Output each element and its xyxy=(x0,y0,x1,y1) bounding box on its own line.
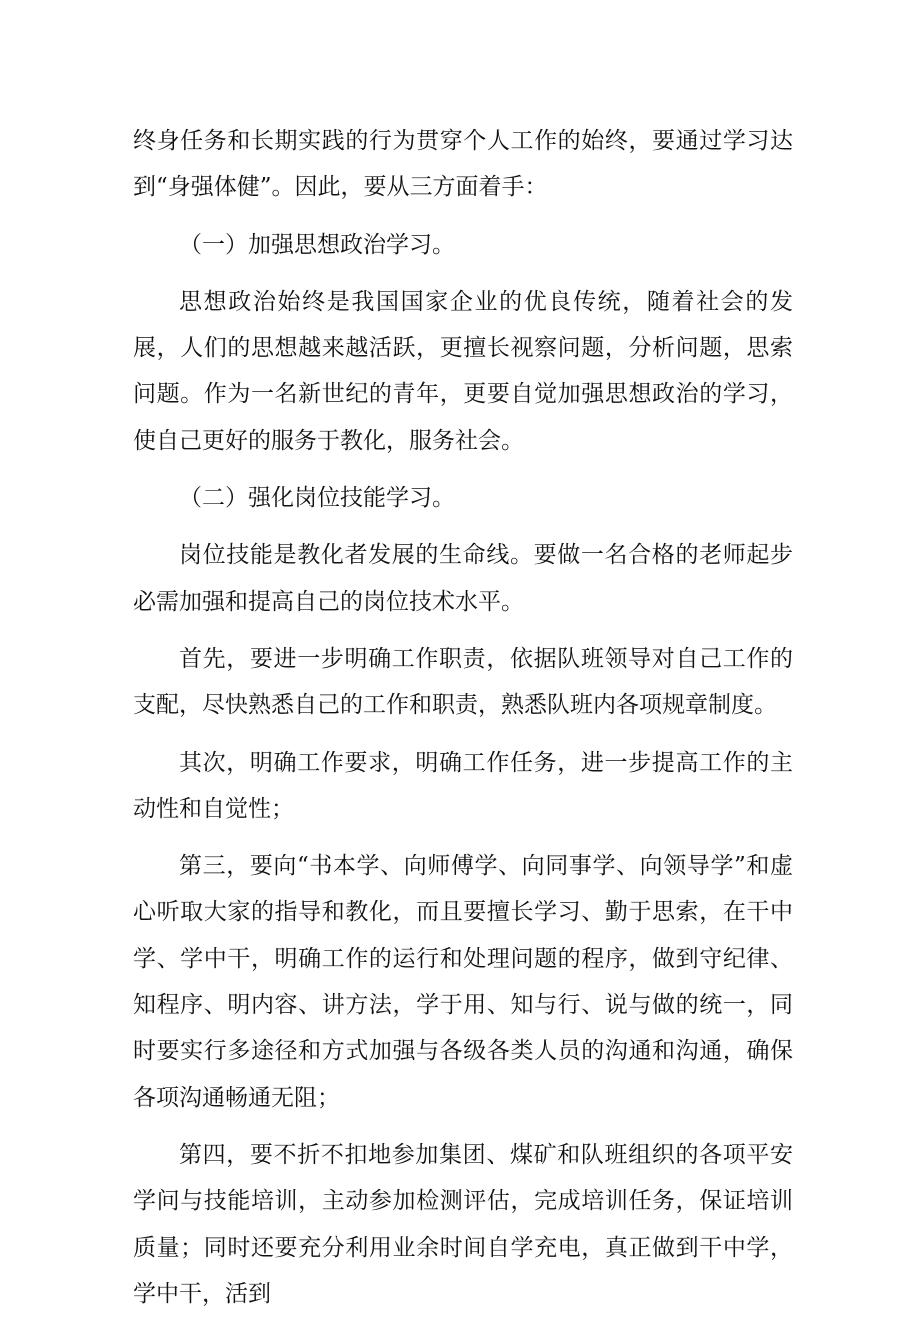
paragraph-intro: 终身任务和长期实践的行为贯穿个人工作的始终，要通过学习达到“身强体健”。因此，要从三方面着手： xyxy=(133,128,793,201)
paragraph-political-study: 思想政治始终是我国国家企业的优良传统，随着社会的发展，人们的思想越来越活跃，更擅长视察问题，分析问题，思索问题。作为一名新世纪的青年，更要自觉加强思想政治的学习，使自己更好的服务于教化，服务社会。 xyxy=(133,288,793,454)
paragraph-job-skills: 岗位技能是教化者发展的生命线。要做一名合格的老师起步必需加强和提高自己的岗位技术水平。 xyxy=(133,542,793,615)
paragraph-second: 其次，明确工作要求，明确工作任务，进一步提高工作的主动性和自觉性； xyxy=(133,749,793,822)
paragraph-third: 第三，要向“书本学、向师傅学、向同事学、向领导学”和虚心听取大家的指导和教化，而且要擅长学习、勤于思索，在干中学、学中干，明确工作的运行和处理问题的程序，做到守纪律、知程序、明内容、讲方法，学于用、知与行、说与做的统一，同时要实行多途径和方式加强与各级各类人员的沟通和沟通，确保各项沟通畅通无阻； xyxy=(133,853,793,1111)
paragraph-fourth: 第四，要不折不扣地参加集团、煤矿和队班组织的各项平安学问与技能培训，主动参加检测评估，完成培训任务，保证培训质量；同时还要充分利用业余时间自学充电，真正做到干中学，学中干，活到 xyxy=(133,1141,793,1307)
section-heading-1: （一）加强思想政治学习。 xyxy=(179,231,455,258)
document-body xyxy=(133,118,793,1328)
section-heading-2: （二）强化岗位技能学习。 xyxy=(179,485,455,512)
paragraph-first: 首先，要进一步明确工作职责，依据队班领导对自己工作的支配，尽快熟悉自己的工作和职责，熟悉队班内各项规章制度。 xyxy=(133,645,793,719)
